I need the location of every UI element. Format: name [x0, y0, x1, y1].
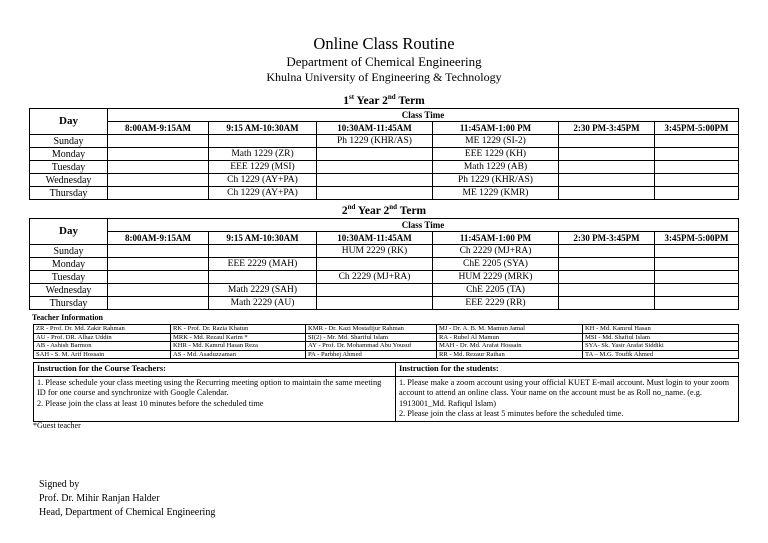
- teacher-instructions: [34, 376, 396, 421]
- table-row: [34, 350, 739, 359]
- heading-suffix: Term: [397, 204, 427, 217]
- class-time-header: Class Time: [108, 109, 739, 122]
- class-cell: [559, 245, 655, 258]
- class-cell: Ch 1229 (AY+PA): [209, 174, 317, 187]
- class-cell: ChE 2205 (SYA): [433, 258, 559, 271]
- table-row: [30, 174, 739, 187]
- class-cell: [317, 297, 433, 310]
- teacher-cell: MRK - Md. Rezaul Karim *: [171, 333, 306, 342]
- table-row: [30, 271, 739, 284]
- class-cell: Ph 1229 (KHR/AS): [433, 174, 559, 187]
- heading-mid: Year 2: [355, 204, 390, 217]
- teacher-cell: KHR - Md. Kamrul Hasan Reza: [171, 342, 306, 351]
- teacher-cell: AS - Md. Asaduzzaman: [171, 350, 306, 359]
- teacher-cell: ZR - Prof. Dr. Md. Zakir Rahman: [34, 325, 171, 334]
- class-cell: EEE 1229 (KH): [433, 148, 559, 161]
- class-cell: [209, 271, 317, 284]
- class-cell: [655, 258, 739, 271]
- teacher-instructions-heading: Instruction for the Course Teachers:: [34, 363, 396, 377]
- teacher-cell: RA - Rubel Al Mamun: [437, 333, 583, 342]
- class-cell: HUM 2229 (RK): [317, 245, 433, 258]
- heading-sup: nd: [387, 93, 396, 101]
- day-cell: Monday: [30, 148, 108, 161]
- schedule-1-table: [29, 108, 739, 200]
- class-cell: [317, 148, 433, 161]
- teacher-cell: KMR - Dr. Kazi Mostafijur Rahman: [306, 325, 437, 334]
- teacher-cell: RR - Md. Rezaur Raihan: [437, 350, 583, 359]
- heading-suffix: Term: [395, 94, 425, 107]
- class-cell: Ch 2229 (MJ+RA): [317, 271, 433, 284]
- table-row: [30, 135, 739, 148]
- class-cell: [108, 245, 209, 258]
- class-cell: Ch 1229 (AY+PA): [209, 187, 317, 200]
- time-slot-header: 8:00AM-9:15AM: [108, 232, 209, 245]
- class-cell: ME 1229 (KMR): [433, 187, 559, 200]
- heading-number: 1: [343, 94, 349, 107]
- class-cell: [655, 161, 739, 174]
- instruction-item: 2. Please join the class at least 10 minutes before the scheduled time: [37, 398, 264, 408]
- teacher-cell: RK - Prof. Dr. Razia Khatun: [171, 325, 306, 334]
- teacher-cell: MJ - Dr. A. B. M. Mamun Jamal: [437, 325, 583, 334]
- time-slot-header: 11:45AM-1:00 PM: [433, 232, 559, 245]
- table-row: [34, 333, 739, 342]
- class-cell: [559, 187, 655, 200]
- class-cell: Ph 1229 (KHR/AS): [317, 135, 433, 148]
- time-slot-header: 10:30AM-11:45AM: [317, 232, 433, 245]
- teacher-cell: AB - Ashish Barmon: [34, 342, 171, 351]
- teacher-cell: MSI - Md. Shafiul Islam: [583, 333, 739, 342]
- class-cell: [108, 161, 209, 174]
- time-slot-header: 9:15 AM-10:30AM: [209, 232, 317, 245]
- student-instructions: [396, 376, 739, 421]
- class-cell: HUM 2229 (MRK): [433, 271, 559, 284]
- day-cell: Sunday: [30, 135, 108, 148]
- class-cell: EEE 2229 (RR): [433, 297, 559, 310]
- university-name: Khulna University of Engineering & Technology: [266, 70, 502, 84]
- class-cell: [317, 161, 433, 174]
- class-cell: [559, 271, 655, 284]
- schedule-2-table: [29, 218, 739, 310]
- class-cell: [209, 245, 317, 258]
- instruction-item: 1. Please schedule your class meeting using the Recurring meeting option to maintain the same meeting ID for one course and synchronize with Google Calendar.: [37, 377, 382, 397]
- time-slot-header: 2:30 PM-3:45PM: [559, 122, 655, 135]
- table-row: [30, 297, 739, 310]
- class-cell: [655, 284, 739, 297]
- day-cell: Sunday: [30, 245, 108, 258]
- table-row: [30, 148, 739, 161]
- teacher-cell: PA - Parbhej Ahmed: [306, 350, 437, 359]
- class-cell: Math 2229 (SAH): [209, 284, 317, 297]
- student-instructions-heading: Instruction for the students:: [396, 363, 739, 377]
- class-cell: [317, 258, 433, 271]
- teacher-cell: SAH - S. M. Arif Hossain: [34, 350, 171, 359]
- class-cell: Ch 2229 (MJ+RA): [433, 245, 559, 258]
- signature-block: [39, 478, 215, 520]
- class-cell: [655, 148, 739, 161]
- class-cell: ChE 2205 (TA): [433, 284, 559, 297]
- class-cell: [317, 174, 433, 187]
- time-slot-header: 3:45PM-5:00PM: [655, 122, 739, 135]
- table-row: [30, 161, 739, 174]
- class-cell: [655, 135, 739, 148]
- class-cell: [108, 148, 209, 161]
- instruction-item: 1. Please make a zoom account using your official KUET E-mail account. Must login to your zoom account to attend an online class. Your name on the account must be as Roll no_name. (e.g. 1913001_Md. Rafiqul Islam): [399, 377, 730, 408]
- instruction-item: 2. Please join the class at least 5 minutes before the scheduled time.: [399, 409, 624, 418]
- class-cell: [559, 284, 655, 297]
- class-cell: [559, 174, 655, 187]
- table-row: [34, 325, 739, 334]
- class-cell: [559, 135, 655, 148]
- signatory-name: Prof. Dr. Mihir Ranjan Halder: [39, 493, 160, 504]
- class-cell: [108, 187, 209, 200]
- day-header: Day: [30, 219, 108, 245]
- class-cell: [108, 271, 209, 284]
- teacher-cell: SI(2) - Mr. Md. Shariful Islam: [306, 333, 437, 342]
- class-cell: EEE 2229 (MAH): [209, 258, 317, 271]
- table-row: [34, 342, 739, 351]
- day-header: Day: [30, 109, 108, 135]
- teacher-cell: KH - Md. Kamrul Hasan: [583, 325, 739, 334]
- heading-mid: Year 2: [354, 94, 388, 107]
- teacher-info-heading: Teacher Information: [32, 313, 103, 322]
- teacher-cell: SYA- Sk. Yasir Arafat Siddiki: [583, 342, 739, 351]
- time-slot-header: 2:30 PM-3:45PM: [559, 232, 655, 245]
- day-cell: Wednesday: [30, 284, 108, 297]
- class-cell: Math 1229 (AB): [433, 161, 559, 174]
- teacher-cell: AY - Prof. Dr. Mohammad Abu Yousuf: [306, 342, 437, 351]
- day-cell: Wednesday: [30, 174, 108, 187]
- teacher-cell: TA – M.G. Toufik Ahmed: [583, 350, 739, 359]
- class-cell: [559, 258, 655, 271]
- class-cell: [559, 148, 655, 161]
- page-title: Online Class Routine: [313, 34, 455, 53]
- class-cell: [108, 258, 209, 271]
- table-row: [30, 187, 739, 200]
- schedule-2-heading: [0, 203, 768, 217]
- schedule-1-heading: [0, 93, 768, 107]
- heading-sup: nd: [347, 203, 356, 211]
- class-cell: [655, 174, 739, 187]
- teacher-cell: AU - Prof. DR. Alhaz Uddin: [34, 333, 171, 342]
- class-cell: [655, 187, 739, 200]
- heading-sup: st: [348, 93, 355, 101]
- time-slot-header: 8:00AM-9:15AM: [108, 122, 209, 135]
- class-cell: [317, 187, 433, 200]
- class-cell: ME 1229 (SI-2): [433, 135, 559, 148]
- signature-line: Signed by: [39, 479, 80, 490]
- teacher-table: [33, 324, 739, 359]
- class-cell: Math 2229 (AU): [209, 297, 317, 310]
- table-row: [30, 258, 739, 271]
- instructions-table: [33, 362, 739, 422]
- class-cell: [655, 271, 739, 284]
- time-slot-header: 3:45PM-5:00PM: [655, 232, 739, 245]
- class-cell: [209, 135, 317, 148]
- class-cell: [108, 297, 209, 310]
- class-cell: [655, 297, 739, 310]
- signatory-title: Head, Department of Chemical Engineering: [39, 507, 216, 518]
- time-slot-header: 10:30AM-11:45AM: [317, 122, 433, 135]
- day-cell: Monday: [30, 258, 108, 271]
- teacher-cell: MAH - Dr. Md. Arafat Hossain: [437, 342, 583, 351]
- class-cell: [559, 297, 655, 310]
- class-cell: [108, 174, 209, 187]
- day-cell: Tuesday: [30, 161, 108, 174]
- day-cell: Thursday: [30, 187, 108, 200]
- class-time-header: Class Time: [108, 219, 739, 232]
- class-cell: [108, 135, 209, 148]
- class-cell: EEE 1229 (MSI): [209, 161, 317, 174]
- heading-number: 2: [341, 204, 348, 217]
- table-row: [30, 245, 739, 258]
- guest-teacher-note: *Guest teacher: [33, 421, 81, 430]
- department-name: Department of Chemical Engineering: [286, 54, 482, 69]
- day-cell: Thursday: [30, 297, 108, 310]
- day-cell: Tuesday: [30, 271, 108, 284]
- class-cell: [108, 284, 209, 297]
- time-slot-header: 11:45AM-1:00 PM: [433, 122, 559, 135]
- class-cell: [655, 245, 739, 258]
- class-cell: [559, 161, 655, 174]
- class-cell: Math 1229 (ZR): [209, 148, 317, 161]
- heading-sup: nd: [389, 203, 398, 211]
- class-cell: [317, 284, 433, 297]
- table-row: [30, 284, 739, 297]
- time-slot-header: 9:15 AM-10:30AM: [209, 122, 317, 135]
